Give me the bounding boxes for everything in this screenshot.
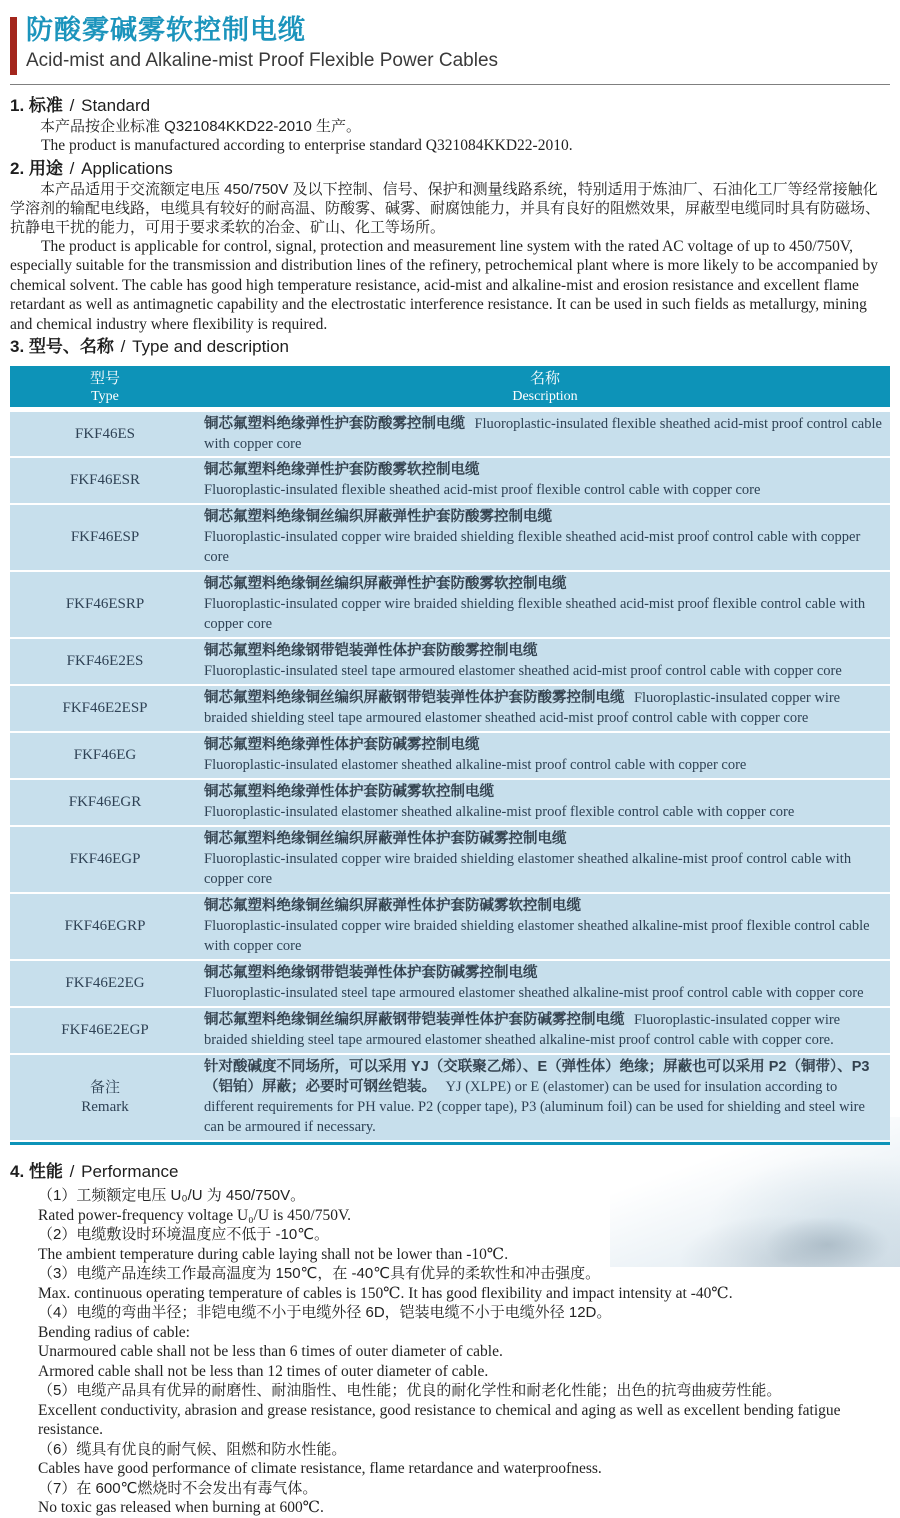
remark-text: 针对酸碱度不同场所，可以采用 YJ（交联聚乙烯）、E（弹性体）绝缘；屏蔽也可以采用 P2（铜带）、P3（铝铂）屏蔽；必要时可钢丝铠装。 YJ (XLPE) or E (elastomer) can be used for insulation according to different requirements for PH value. P2 (copper tape), P3 (aluminum foil) can be used for shielding and steel wire can be armoured if necessary. [204,1059,870,1135]
cable-description: 铜芯氟塑料绝缘钢带铠装弹性体护套防碱雾控制电缆 Fluoroplastic-insulated steel tape armoured elastomer sheathed alkaline-mist proof control cable with copper core [204,965,864,1001]
applications-text-zh: 本产品适用于交流额定电压 450/750V 及以下控制、信号、保护和测量线路系统，特别适用于炼油厂、石油化工厂等经常接触化学溶剂的输配电线路，电缆具有较好的耐高温、防酸雾、碱雾、耐腐蚀能力，并具有良好的阻燃效果，屏蔽型电缆同时具有防磁场、抗静电干扰的能力，可用于要求柔软的冶金、矿山、化工等场所。 [10,180,881,236]
table-header-type: 型号 Type [89,369,120,404]
table-row [10,456,890,503]
cable-description: 铜芯氟塑料绝缘铜丝编织屏蔽钢带铠装弹性体护套防碱雾控制电缆 Fluoroplastic-insulated copper wire braided shielding steel tape armoured elastomer sheathed alkaline-mist proof control cable with copper core. [204,1012,841,1048]
cable-description: 铜芯氟塑料绝缘铜丝编织屏蔽钢带铠装弹性体护套防酸雾控制电缆 Fluoroplastic-insulated copper wire braided shielding steel tape armoured elastomer sheathed acid-mist proof control cable with copper core [204,690,841,726]
cable-description: 铜芯氟塑料绝缘铜丝编织屏蔽弹性护套防酸雾软控制电缆 Fluoroplastic-insulated copper wire braided shielding flexible sheathed acid-mist proof flexible control cable with copper core [204,576,866,632]
cable-type: FKF46ESRP [65,596,145,612]
table-row [10,825,890,892]
performance-item: Unarmoured cable shall not be less than 6 times of outer diameter of cable. [38,1343,503,1360]
section-heading-applications: 2. 用途 / Applications [10,158,173,178]
cable-type: FKF46ES [74,425,136,442]
cable-type: FKF46E2ESP [62,700,148,716]
table-row [10,637,890,684]
standard-text-en: The product is manufactured according to enterprise standard Q321084KKD22-2010. [41,137,573,154]
table-bottom-bar [10,1142,890,1145]
applications-text-en: The product is applicable for control, signal, protection and measurement line system with the rated AC voltage of up to 450/750V, especially suitable for the transmission and distribution lines of the refinery, petrochemical plant where is more likely to be accompanied by chemical solvent. The cable has good high temperature resistance, acid-mist and alkaline-mist and erosion resistance and excellent flame retardant as well as antimagnetic capability and the electrostatic interference resistance. It can be used in such fields as metallurgy, mining and chemical industry where flexibility is required. [10,237,879,333]
page-header [10,14,890,74]
performance-list [10,1186,890,1518]
cable-type: FKF46ESR [69,472,141,488]
performance-item: Cables have good performance of climate resistance, flame retardance and waterproofness. [38,1460,602,1477]
table-header-description: 名称 Description [512,369,578,404]
performance-item: Bending radius of cable: [38,1323,190,1341]
performance-item: （1）工频额定电压 U₀/U 为 450/750V。 [38,1187,306,1204]
table-row [10,570,890,637]
header-divider [10,84,890,85]
table-header [10,366,890,407]
table-row [10,778,890,825]
cable-type: FKF46E2EGP [61,1022,149,1038]
red-accent-bar [10,17,17,75]
performance-item: Excellent conductivity, abrasion and grease resistance, good resistance to chemical and aging as well as excellent bending fatigue resistance. [38,1401,841,1438]
table-row [10,892,890,959]
performance-item: No toxic gas released when burning at 600℃. [38,1499,324,1516]
page-title-zh: 防酸雾碱雾软控制电缆 [26,15,306,45]
standard-text-zh: 本产品按企业标准 Q321084KKD22-2010 生产。 [40,118,361,135]
performance-item: （7）在 600℃燃烧时不会发出有毒气体。 [38,1479,318,1497]
table-row [10,503,890,570]
table-body [10,412,890,1140]
type-description-table [10,366,890,1145]
performance-item: Max. continuous operating temperature of cables is 150℃. It has good flexibility and impact intensity at -40℃. [38,1284,733,1302]
performance-item: （6）缆具有优良的耐气候、阻燃和防水性能。 [38,1440,347,1458]
cable-description: 铜芯氟塑料绝缘弹性体护套防碱雾控制电缆 Fluoroplastic-insulated elastomer sheathed alkaline-mist proof control cable with copper core [204,737,747,773]
remark-label: 备注 Remark [81,1079,129,1115]
table-row [10,959,890,1006]
cable-description: 铜芯氟塑料绝缘弹性护套防酸雾软控制电缆 Fluoroplastic-insulated flexible sheathed acid-mist proof flexible control cable with copper core [204,462,761,498]
table-row [10,1006,890,1053]
performance-item: （2）电缆敷设时环境温度应不低于 -10℃。 [38,1226,330,1243]
cable-description: 铜芯氟塑料绝缘铜丝编织屏蔽弹性护套防酸雾控制电缆 Fluoroplastic-insulated copper wire braided shielding flexible sheathed acid-mist proof control cable with copper core [204,509,861,565]
cable-type: FKF46E2ES [66,653,144,669]
cable-type: FKF46E2EG [65,975,145,991]
section-heading-types: 3. 型号、名称 / Type and description [10,337,289,356]
performance-item: Armored cable shall not be less than 12 times of outer diameter of cable. [38,1362,489,1380]
cable-description: 铜芯氟塑料绝缘弹性护套防酸雾控制电缆 Fluoroplastic-insulated flexible sheathed acid-mist proof control cable with copper core [204,416,882,452]
cable-type: FKF46EGP [69,851,141,867]
cable-description: 铜芯氟塑料绝缘弹性体护套防碱雾软控制电缆 Fluoroplastic-insulated elastomer sheathed alkaline-mist proof flexible control cable with copper core [204,784,795,820]
table-row [10,412,890,456]
cable-type: FKF46EGRP [64,918,146,934]
performance-item: Rated power-frequency voltage U₀/U is 450/750V. [38,1206,352,1224]
cable-description: 铜芯氟塑料绝缘铜丝编织屏蔽弹性体护套防碱雾软控制电缆 Fluoroplastic-insulated copper wire braided shielding elastomer sheathed alkaline-mist proof flexible control cable with copper core [204,898,870,954]
page-title-en: Acid-mist and Alkaline-mist Proof Flexible Power Cables [26,50,499,71]
cable-description: 铜芯氟塑料绝缘铜丝编织屏蔽弹性体护套防碱雾控制电缆 Fluoroplastic-insulated copper wire braided shielding elastomer sheathed alkaline-mist proof control cable with copper core [204,831,852,887]
performance-item: （4）电缆的弯曲半径；非铠电缆不小于电缆外径 6D，铠装电缆不小于电缆外径 12D。 [38,1304,612,1321]
performance-item: The ambient temperature during cable laying shall not be lower than -10℃. [38,1245,509,1263]
performance-item: （5）电缆产品具有优异的耐磨性、耐油脂性、电性能；优良的耐化学性和耐老化性能；出色的抗弯曲疲劳性能。 [38,1382,782,1399]
table-row [10,731,890,778]
table-row-remark [10,1053,890,1140]
section-heading-standard: 1. 标准 / Standard [10,96,151,115]
cable-type: FKF46EGR [68,794,142,810]
section-performance [10,1161,890,1518]
cable-type: FKF46EG [73,747,137,763]
cable-type: FKF46ESP [70,529,140,545]
cable-description: 铜芯氟塑料绝缘钢带铠装弹性体护套防酸雾控制电缆 Fluoroplastic-insulated steel tape armoured elastomer sheathed acid-mist proof control cable with copper core [204,643,842,679]
performance-item: （3）电缆产品连续工作最高温度为 150℃，在 -40℃具有优异的柔软性和冲击强度。 [38,1265,601,1282]
section-heading-performance: 4. 性能 / Performance [10,1162,179,1181]
table-row [10,684,890,731]
